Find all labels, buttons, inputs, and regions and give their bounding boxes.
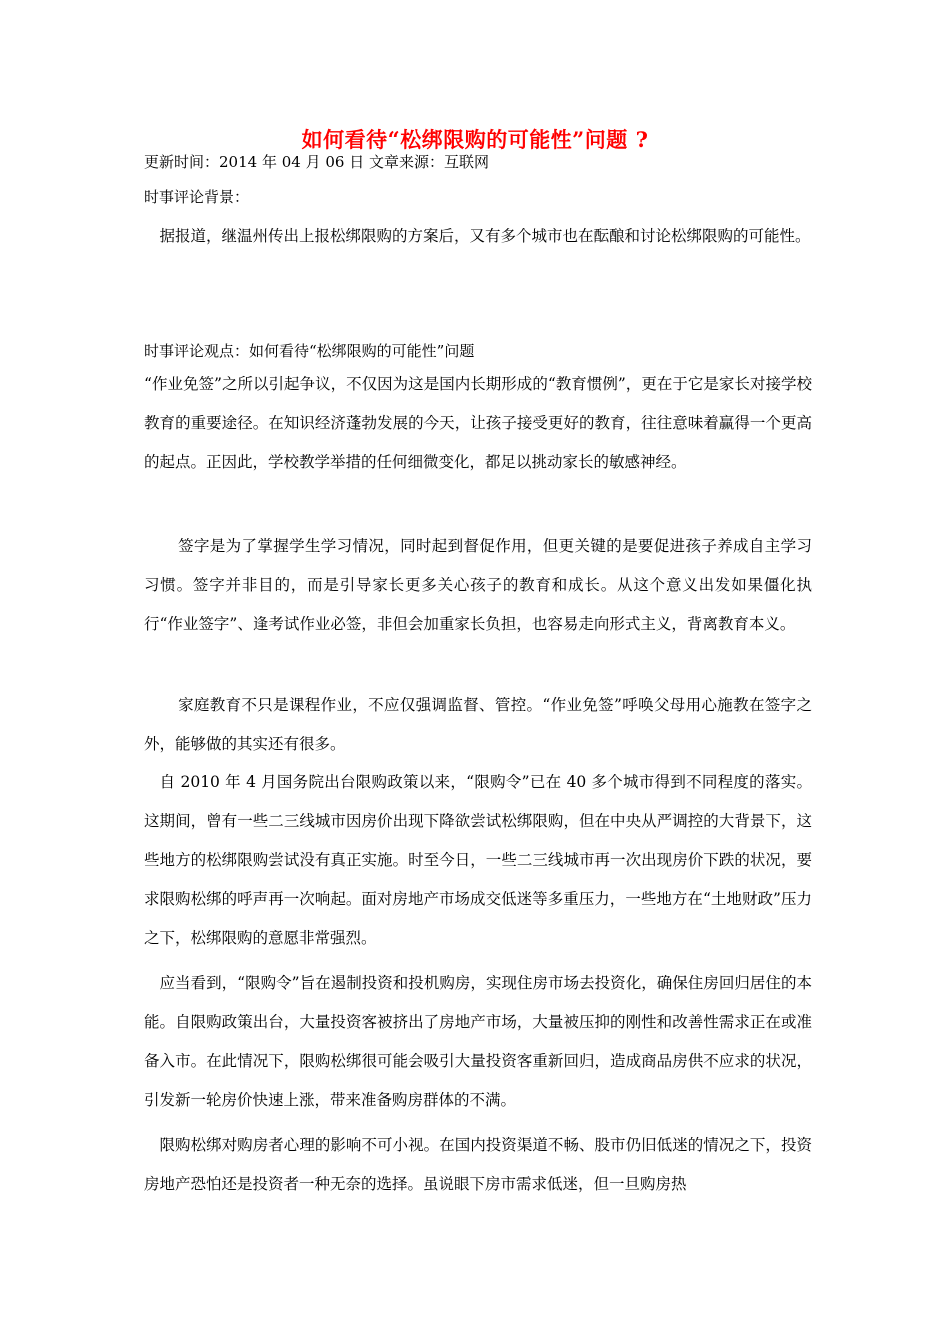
- body-paragraph-4: 自 2010 年 4 月国务院出台限购政策以来，“限购令”已在 40 多个城市得到不同程度的落实。这期间，曾有一些二三线城市因房价出现下降欲尝试松绑限购，但在中央从严调控的大背景下，这些地方的松绑限购尝试没有真正实施。时至今日，一些二三线城市再一次出现房价下跌的状况，要求限购松绑的呼声再一次响起。面对房地产市场成交低迷等多重压力，一些地方在“土地财政”压力之下，松绑限购的意愿非常强烈。: [144, 773, 812, 947]
- viewpoint-label: 时事评论观点：如何看待“松绑限购的可能性”问题: [144, 342, 475, 360]
- body-paragraph-1: “作业免签”之所以引起争议，不仅因为这是国内长期形成的“教育惯例”，更在于它是家长对接学校教育的重要途径。在知识经济蓬勃发展的今天，让孩子接受更好的教育，往往意味着赢得一个更高的起点。正因此，学校教学举措的任何细微变化，都足以挑动家长的敏感神经。: [144, 375, 812, 471]
- body-paragraph-2: 签字是为了掌握学生学习情况，同时起到督促作用，但更关键的是要促进孩子养成自主学习习惯。签字并非目的，而是引导家长更多关心孩子的教育和成长。从这个意义出发如果僵化执行“作业签字”、逢考试作业必签，非但会加重家长负担，也容易走向形式主义，背离教育本义。: [144, 537, 812, 633]
- background-paragraph: 据报道，继温州传出上报松绑限购的方案后，又有多个城市也在酝酿和讨论松绑限购的可能性。: [159, 227, 811, 245]
- body-paragraph-5: 应当看到，“限购令”旨在遏制投资和投机购房，实现住房市场去投资化，确保住房回归居住的本能。自限购政策出台，大量投资客被挤出了房地产市场，大量被压抑的刚性和改善性需求正在或准备入市。在此情况下，限购松绑很可能会吸引大量投资客重新回归，造成商品房供不应求的状况，引发新一轮房价快速上涨，带来准备购房群体的不满。: [144, 974, 812, 1109]
- meta-line: 更新时间：2014 年 04 月 06 日 文章来源：互联网: [144, 153, 489, 171]
- body-paragraph-6: 限购松绑对购房者心理的影响不可小视。在国内投资渠道不畅、股市仍旧低迷的情况之下，投资房地产恐怕还是投资者一种无奈的选择。虽说眼下房市需求低迷，但一旦购房热: [144, 1136, 812, 1193]
- page-title: 如何看待“松绑限购的可能性”问题 ?: [301, 127, 649, 152]
- background-label: 时事评论背景：: [144, 188, 250, 206]
- body-paragraph-3: 家庭教育不只是课程作业，不应仅强调监督、管控。“作业免签”呼唤父母用心施教在签字之外，能够做的其实还有很多。: [144, 696, 812, 753]
